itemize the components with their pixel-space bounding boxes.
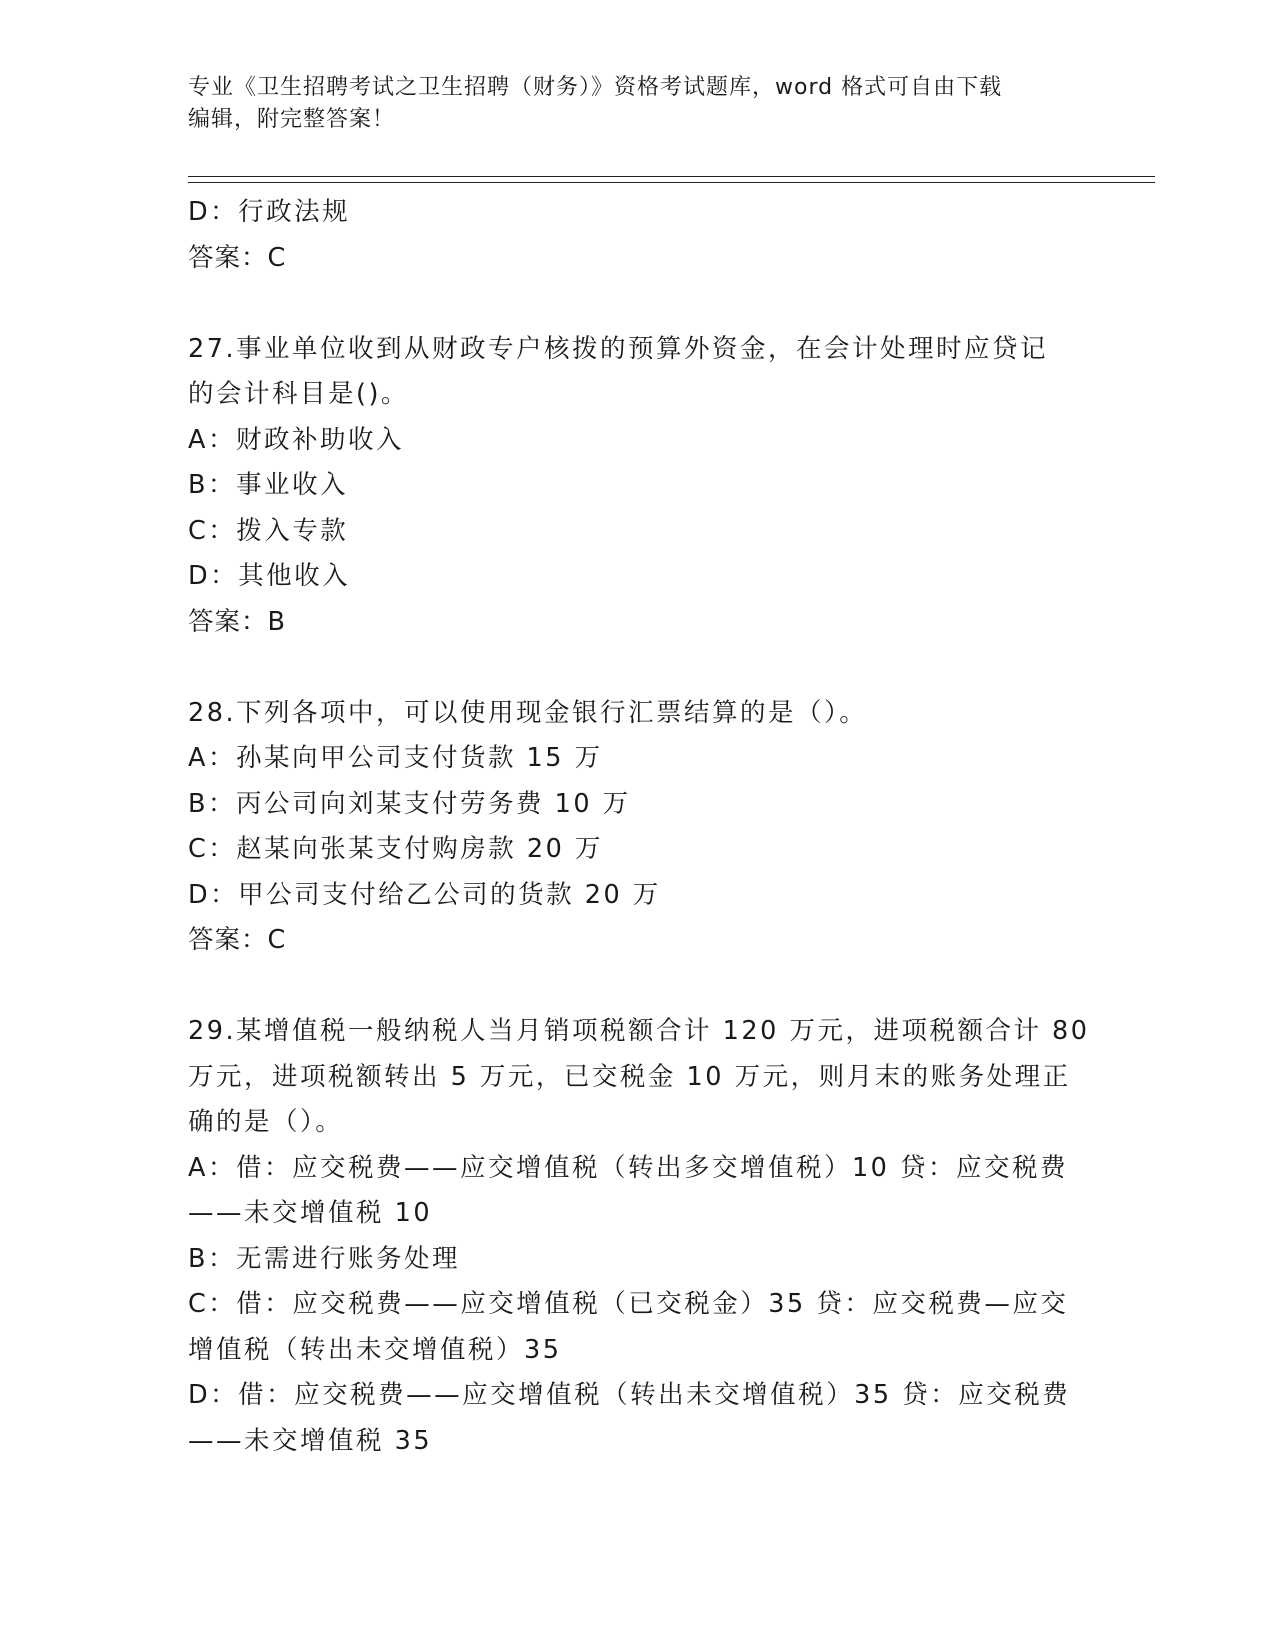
document-body — [188, 190, 1088, 1464]
header-line-1: 专业《卫生招聘考试之卫生招聘（财务）》资格考试题库，word 格式可自由下载 — [188, 75, 1003, 100]
q27-option-b: B：事业收入 — [188, 470, 348, 500]
document-header — [188, 72, 1088, 136]
q29-stem-line-3: 确的是（）。 — [188, 1107, 344, 1137]
header-rule-bottom — [188, 182, 1155, 183]
q27-answer: 答案：B — [188, 606, 286, 637]
q27-option-a: A：财政补助收入 — [188, 424, 404, 455]
q26-answer: 答案：C — [188, 242, 287, 273]
header-rule-top — [188, 176, 1155, 177]
q28-option-c: C：赵某向张某支付购房款 20 万 — [188, 834, 603, 864]
q29-option-a-line-2: ——未交增值税 10 — [188, 1198, 433, 1228]
q27-stem-line-1: 27.事业单位收到从财政专户核拨的预算外资金，在会计处理时应贷记 — [188, 333, 1049, 364]
spacer — [188, 964, 1088, 1010]
q29-stem-line-1: 29.某增值税一般纳税人当月销项税额合计 120 万元，进项税额合计 80 — [188, 1016, 1090, 1046]
q27-option-c: C：拨入专款 — [188, 515, 349, 546]
spacer — [188, 645, 1088, 691]
spacer — [188, 281, 1088, 327]
header-line-2: 编辑，附完整答案！ — [188, 107, 396, 132]
q28-option-a: A：孙某向甲公司支付货款 15 万 — [188, 743, 603, 773]
q28-stem-line-1: 28.下列各项中，可以使用现金银行汇票结算的是（）。 — [188, 697, 868, 728]
q29-stem-line-2: 万元，进项税额转出 5 万元，已交税金 10 万元，则月末的账务处理正 — [188, 1061, 1071, 1092]
q29-option-c-line-2: 增值税（转出未交增值税）35 — [188, 1334, 562, 1365]
q28-answer: 答案：C — [188, 925, 287, 955]
q29-option-d-line-1: D：借：应交税费——应交增值税（转出未交增值税）35 贷：应交税费 — [188, 1380, 1071, 1410]
q29-option-a-line-1: A：借：应交税费——应交增值税（转出多交增值税）10 贷：应交税费 — [188, 1152, 1068, 1183]
q28-option-d: D：甲公司支付给乙公司的货款 20 万 — [188, 879, 661, 910]
q27-stem-line-2: 的会计科目是()。 — [188, 379, 409, 409]
q26-option-d: D：行政法规 — [188, 197, 351, 227]
q29-option-d-line-2: ——未交增值税 35 — [188, 1425, 433, 1456]
q29-option-b: B：无需进行账务处理 — [188, 1243, 460, 1274]
q28-option-b: B：丙公司向刘某支付劳务费 10 万 — [188, 788, 631, 819]
q27-option-d: D：其他收入 — [188, 561, 351, 591]
q29-option-c-line-1: C：借：应交税费——应交增值税（已交税金）35 贷：应交税费—应交 — [188, 1289, 1069, 1319]
